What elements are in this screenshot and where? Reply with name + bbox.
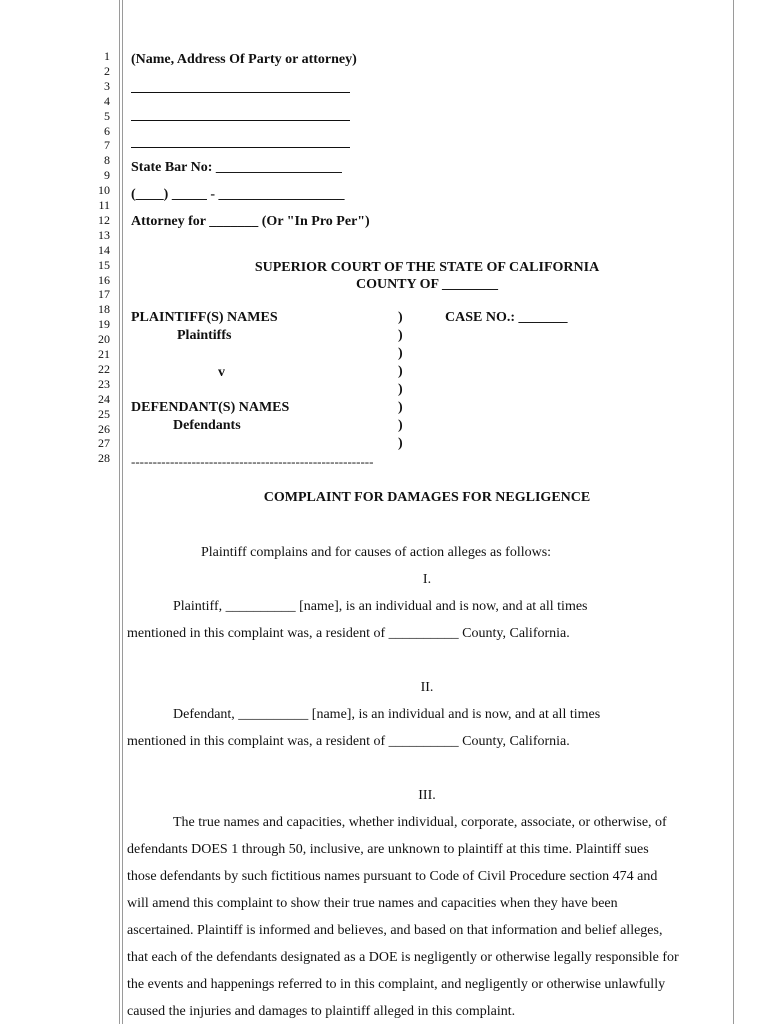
- line-number: 15: [98, 257, 110, 272]
- line-number: 23: [98, 376, 110, 391]
- paragraph-line: The true names and capacities, whether individual, corporate, associate, or otherwise, of: [173, 815, 667, 830]
- defendants-names: DEFENDANT(S) NAMES: [131, 400, 290, 415]
- line-number: 21: [98, 347, 110, 361]
- line-number: 25: [98, 406, 110, 421]
- line-number: 1: [104, 49, 110, 63]
- address-blank-line-3: [131, 147, 350, 148]
- left-margin-line-1: [119, 0, 120, 1024]
- line-number: 19: [98, 317, 110, 332]
- line-number: 13: [98, 227, 110, 242]
- paragraph-line: Plaintiff, __________ [name], is an individual and is now, and at all times: [173, 599, 588, 614]
- line-number: 18: [98, 302, 110, 317]
- paragraph-line: will amend this complaint to show their true names and capacities when they have been: [127, 896, 618, 911]
- line-number: 26: [98, 421, 110, 436]
- line-number: 10: [98, 183, 110, 198]
- line-number: 2: [104, 63, 110, 78]
- defendants-label: Defendants: [173, 418, 241, 433]
- caption-paren: ): [398, 328, 403, 343]
- line-number: 6: [104, 123, 110, 138]
- caption-divider: --------------------------------------------------------: [131, 454, 374, 469]
- line-number: 17: [98, 287, 110, 302]
- line-number: 20: [98, 332, 110, 347]
- paragraph-line: defendants DOES 1 through 50, inclusive, are unknown to plaintiff at this time. Plaintiff sues: [127, 842, 649, 857]
- left-margin-line-2: [122, 0, 123, 1024]
- paragraph-line: Defendant, __________ [name], is an individual and is now, and at all times: [173, 707, 601, 722]
- line-number: 11: [98, 198, 110, 212]
- paragraph-line: mentioned in this complaint was, a resident of __________ County, California.: [127, 734, 570, 749]
- caption-paren: ): [398, 310, 403, 325]
- paragraph-line: ascertained. Plaintiff is informed and believes, and based on that information and belief alleges,: [127, 923, 663, 938]
- case-number-field: CASE NO.: _______: [445, 310, 568, 325]
- right-margin-line: [733, 0, 734, 1024]
- paragraph-line: caused the injuries and damages to plaintiff alleged in this complaint.: [127, 1004, 516, 1019]
- caption-paren: ): [398, 346, 403, 361]
- line-number: 22: [98, 361, 110, 376]
- party-address-heading: (Name, Address Of Party or attorney): [131, 52, 357, 67]
- complaint-title: COMPLAINT FOR DAMAGES FOR NEGLIGENCE: [263, 490, 591, 505]
- line-number: 8: [104, 153, 110, 168]
- line-number: 9: [104, 168, 110, 183]
- caption-paren: ): [398, 382, 403, 397]
- complaint-intro: Plaintiff complains and for causes of action alleges as follows:: [201, 545, 552, 560]
- line-number: 12: [98, 212, 110, 227]
- paragraph-line: those defendants by such fictitious names pursuant to Code of Civil Procedure section 474 and: [127, 869, 658, 884]
- paragraph-line: mentioned in this complaint was, a resident of __________ County, California.: [127, 626, 570, 641]
- line-number: 16: [98, 272, 110, 287]
- section-numeral: II.: [420, 680, 434, 695]
- line-number: 7: [104, 138, 110, 153]
- line-number: 5: [104, 108, 110, 123]
- line-number: 14: [98, 242, 110, 257]
- line-number: 24: [98, 391, 110, 406]
- caption-paren: ): [398, 400, 403, 415]
- line-number: 27: [98, 436, 110, 451]
- line-number: 3: [104, 78, 110, 93]
- phone-field: (____) _____ - __________________: [131, 187, 345, 202]
- paragraph-line: the events and happenings referred to in this complaint, and negligently or otherwise unlawfully: [127, 977, 666, 992]
- versus-label: v: [218, 365, 225, 380]
- plaintiffs-names: PLAINTIFF(S) NAMES: [131, 310, 278, 325]
- state-bar-field: State Bar No: __________________: [131, 160, 342, 175]
- address-blank-line-1: [131, 92, 350, 93]
- address-blank-line-2: [131, 120, 350, 121]
- plaintiffs-label: Plaintiffs: [177, 328, 232, 343]
- caption-paren: ): [398, 436, 403, 451]
- line-number: 28: [98, 451, 110, 466]
- section-numeral: I.: [422, 572, 432, 587]
- section-numeral: III.: [418, 788, 436, 803]
- attorney-for-field: Attorney for _______ (Or "In Pro Per"): [131, 214, 370, 229]
- court-name: SUPERIOR COURT OF THE STATE OF CALIFORNIA: [254, 260, 600, 275]
- county-field: COUNTY OF ________: [355, 277, 499, 292]
- caption-paren: ): [398, 418, 403, 433]
- paragraph-line: that each of the defendants designated as a DOE is negligently or otherwise legally responsible for: [127, 950, 679, 965]
- line-number: 4: [104, 93, 110, 108]
- caption-paren: ): [398, 364, 403, 379]
